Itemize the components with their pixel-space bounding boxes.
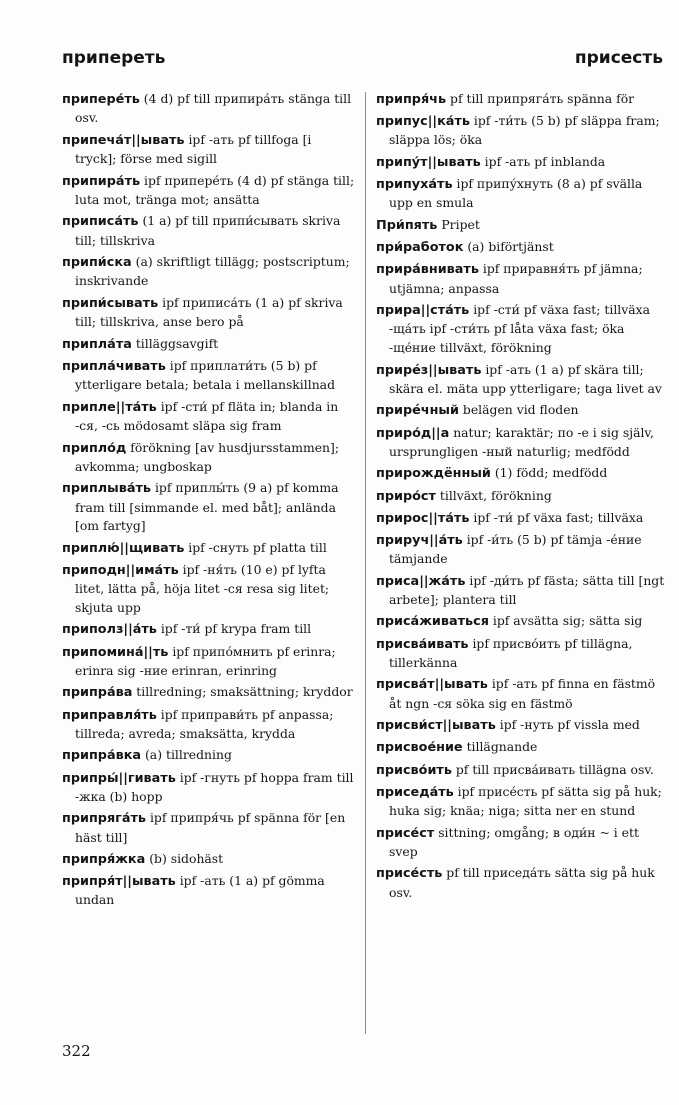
entry-headword: прира||ста́ть [376, 303, 470, 319]
dictionary-entry [62, 706, 356, 744]
entry-headword: присва́т||ывать [376, 677, 488, 693]
entry-headword: припомина́||ть [62, 644, 169, 660]
entry-definition: tillredning; smaksättning; kryddor [132, 684, 353, 700]
entry-headword: припус||ка́ть [376, 114, 470, 130]
dictionary-entry [376, 864, 670, 902]
dictionary-entry [376, 112, 670, 150]
entry-definition: ipf -ать pf tillfoga [i tryck]; förse med sigill [75, 131, 312, 166]
entry-headword: приписа́ть [62, 214, 139, 230]
entry-headword: присе́ст [376, 825, 435, 841]
entry-headword: присва́ивать [376, 636, 469, 652]
dictionary-entry [62, 850, 356, 869]
dictionary-entry [376, 175, 670, 213]
dictionary-entry [376, 487, 670, 506]
entry-definition: ipf присво́ить pf tillägna, tillerkänna [389, 635, 633, 670]
entry-headword: приполз||а́ть [62, 622, 157, 638]
entry-headword: присви́ст||ывать [376, 718, 496, 734]
entry-headword: приподн||има́ть [62, 562, 179, 578]
entry-definition: ipf припере́ть (4 d) pf stänga till; luta mot, tränga mot; ansätta [75, 172, 355, 207]
dictionary-entry [62, 769, 356, 807]
entry-headword: припры́||гивать [62, 770, 176, 786]
dictionary-entry [376, 761, 670, 780]
dictionary-entry [62, 90, 356, 128]
entry-definition: sittning; omgång; в оди́н ~ i ett svep [389, 824, 639, 859]
entry-definition: ipf припу́хнуть (8 a) pf svälla upp en smula [389, 176, 643, 211]
entry-definition: ipf припря́чь pf spänna för [en häst till] [75, 810, 346, 845]
entry-definition: ipf присе́сть pf sätta sig på huk; huka sig; knäa; niga; sitta ner en stund [389, 783, 662, 819]
entry-definition: ipf -ти́ть (5 b) pf släppa fram; släppa lös; öka [389, 113, 660, 148]
entry-headword: припря́жка [62, 852, 146, 868]
dictionary-entry [62, 335, 356, 354]
entry-definition: ipf -сти́ pf växa fast; tillväxa -ща́ть ipf -сти́ть pf låta växa fast; öka -ще́ние tillväxt, förökning [389, 302, 651, 355]
dictionary-entry [62, 643, 356, 681]
entry-headword: припла́та [62, 336, 132, 352]
entry-headword: При́пять [376, 217, 438, 233]
entry-headword: припря́чь [376, 92, 447, 107]
dictionary-entry [376, 238, 670, 257]
dictionary-entry [376, 716, 670, 735]
entry-headword: при́работок [376, 240, 464, 256]
entry-definition: ipf -ди́ть pf fästa; sätta till [ngt arbete]; plantera till [389, 572, 665, 607]
entry-definition: ipf avsätta sig; sätta sig [488, 613, 643, 629]
dictionary-entry [376, 401, 670, 420]
dictionary-entry [376, 260, 670, 298]
dictionary-entry [376, 824, 670, 862]
entry-definition: ipf приплати́ть (5 b) pf ytterligare betala; betala i mellanskillnad [75, 357, 335, 393]
entry-definition: ipf -ти́ pf krypa fram till [156, 621, 312, 637]
entry-headword: припу́т||ывать [376, 154, 481, 170]
entry-headword: приплыва́ть [62, 481, 151, 497]
dictionary-entry [62, 561, 356, 617]
entry-headword: прирéчный [376, 403, 459, 419]
entry-headword: прируч||а́ть [376, 532, 463, 548]
entry-definition: ipf -ать (1 a) pf gömma undan [75, 873, 325, 908]
entry-headword: присвое́ние [376, 740, 463, 756]
page-number: 322 [62, 1042, 91, 1060]
entry-headword: приро́д||а [376, 425, 450, 441]
entry-headword: припра́ва [62, 685, 133, 701]
entry-headword: приса||жа́ть [376, 573, 466, 589]
dictionary-entry [376, 612, 670, 631]
entry-definition: (a) tillredning [141, 747, 232, 763]
entry-definition: (4 d) pf till припира́ть stänga till osv. [75, 91, 352, 126]
dictionary-entry [376, 90, 670, 109]
entry-definition: natur; karaktär; по -е i sig själv, ursprungligen -ный naturlig; medfödd [389, 424, 654, 459]
entry-definition: förökning [av husdjursstammen]; avkomma; ungboskap [75, 439, 340, 474]
entry-definition: (a) skriftligt tillägg; postscriptum; inskrivande [75, 254, 350, 289]
running-head-left: припереть [62, 48, 166, 68]
entry-definition: tillväxt, förökning [435, 487, 552, 503]
dictionary-entry [62, 872, 356, 910]
entry-definition: ipf приправи́ть pf anpassa; tillreda; avreda; smaksätta, krydda [75, 706, 334, 741]
dictionary-entry [376, 572, 670, 610]
entry-definition: ipf -ать (1 a) pf skära till; skära el. mäta upp ytterligare; taga livet av [389, 361, 662, 396]
entry-definition: tillägnande [462, 739, 538, 755]
dictionary-entry [62, 172, 356, 210]
entry-definition: (1 a) pf till припи́сывать skriva till; tillskriva [75, 213, 341, 248]
dictionary-entry [62, 683, 356, 702]
entry-headword: приплю́||щивать [62, 540, 185, 556]
dictionary-entry [62, 398, 356, 436]
entry-headword: припря́т||ывать [62, 874, 176, 890]
dictionary-entry [376, 675, 670, 713]
entry-headword: припла́чивать [62, 358, 166, 374]
dictionary-entry [376, 153, 670, 172]
entry-headword: прира́внивать [376, 262, 479, 278]
dictionary-entry [376, 738, 670, 757]
entry-definition: ipf приплы́ть (9 a) pf komma fram till [simmande el. med båt]; anlända [om fartyg] [75, 480, 339, 534]
dictionary-entry [376, 509, 670, 528]
entry-headword: приро́ст [376, 488, 436, 504]
entry-headword: припи́ска [62, 255, 132, 271]
entry-definition: pf till приседа́ть sätta sig på huk osv. [389, 865, 655, 900]
dictionary-entry [62, 439, 356, 477]
dictionary-entry [62, 131, 356, 169]
entry-headword: припеча́т||ывать [62, 132, 185, 148]
entry-definition: (a) biförtjänst [463, 239, 554, 255]
entry-definition: ipf приравня́ть pf jämna; utjämna; anpassa [389, 261, 643, 296]
entry-headword: прирéз||ывать [376, 362, 482, 378]
entry-headword: присе́сть [376, 866, 443, 882]
entry-definition: ipf -ня́ть (10 e) pf lyfta litet, lätta på, höja litet -ся resa sig litet; skjuta upp [75, 561, 330, 615]
entry-definition: ipf -нуть pf vissla med [495, 717, 640, 733]
entry-definition: pf till припряга́ть spänna för [446, 91, 635, 106]
dictionary-entry [62, 809, 356, 847]
dictionary-entry [376, 783, 670, 821]
running-head-right: присесть [574, 48, 663, 68]
entry-headword: припуха́ть [376, 177, 453, 193]
dictionary-entry [376, 424, 670, 462]
entry-headword: припряга́ть [62, 811, 147, 827]
entry-headword: приса́живаться [376, 614, 489, 630]
dictionary-entry [62, 357, 356, 395]
column-divider [365, 92, 366, 1034]
entry-definition: pf till присва́ивать tillägna osv. [451, 761, 654, 777]
dictionary-entry [62, 539, 356, 558]
entry-definition: ipf -ти́ pf växa fast; tillväxa [469, 509, 644, 525]
entry-definition: ipf -снуть pf platta till [184, 539, 327, 555]
dictionary-entry [62, 746, 356, 765]
dictionary-entry [62, 620, 356, 639]
dictionary-entry [376, 531, 670, 569]
entry-headword: прирождённый [376, 466, 491, 482]
entry-definition: tilläggsavgift [131, 335, 219, 351]
entry-definition: ipf -сти́ pf fläta in; blanda in -ся, -сь mödosamt släpa sig fram [75, 398, 339, 433]
entry-headword: присво́ить [376, 762, 452, 778]
column-right [376, 90, 670, 1030]
entry-headword: приправля́ть [62, 707, 157, 723]
dictionary-entry [62, 212, 356, 250]
dictionary-entry [62, 294, 356, 332]
entry-definition: belägen vid floden [458, 402, 579, 418]
dictionary-entry [376, 361, 670, 399]
entry-headword: припи́сывать [62, 295, 159, 311]
entry-definition: ipf -и́ть (5 b) pf tämja -е́ние tämjande [389, 531, 642, 567]
entry-definition: ipf -ать pf finna en fästmö åt ngn -ся söka sig en fästmö [389, 676, 656, 711]
entry-definition: (1) född; medfödd [490, 465, 608, 481]
dictionary-entry [376, 635, 670, 673]
entry-definition: ipf -ать pf inblanda [480, 153, 606, 169]
entry-definition: ipf -гнуть pf hoppa fram till -жка (b) hopp [75, 769, 354, 804]
entry-definition: ipf приписа́ть (1 a) pf skriva till; tillskriva, anse bero på [75, 294, 343, 330]
dictionary-entry [62, 253, 356, 291]
entry-definition: ipf припо́мнить pf erinra; erinra sig -ние erinran, erinring [75, 643, 336, 678]
entry-definition: (b) sidohäst [145, 851, 224, 867]
entry-definition: Pripet [437, 216, 480, 232]
entry-headword: припере́ть [62, 92, 140, 107]
dictionary-entry [376, 301, 670, 357]
dictionary-entry [376, 216, 670, 235]
entry-headword: прирос||та́ть [376, 510, 470, 526]
entry-headword: приплe||та́ть [62, 399, 157, 415]
entry-headword: припра́вка [62, 748, 142, 764]
entry-headword: припло́д [62, 440, 127, 456]
column-left [62, 90, 356, 1030]
entry-headword: припира́ть [62, 173, 141, 189]
dictionary-entry [62, 479, 356, 535]
dictionary-entry [376, 464, 670, 483]
entry-headword: приседа́ть [376, 784, 454, 800]
